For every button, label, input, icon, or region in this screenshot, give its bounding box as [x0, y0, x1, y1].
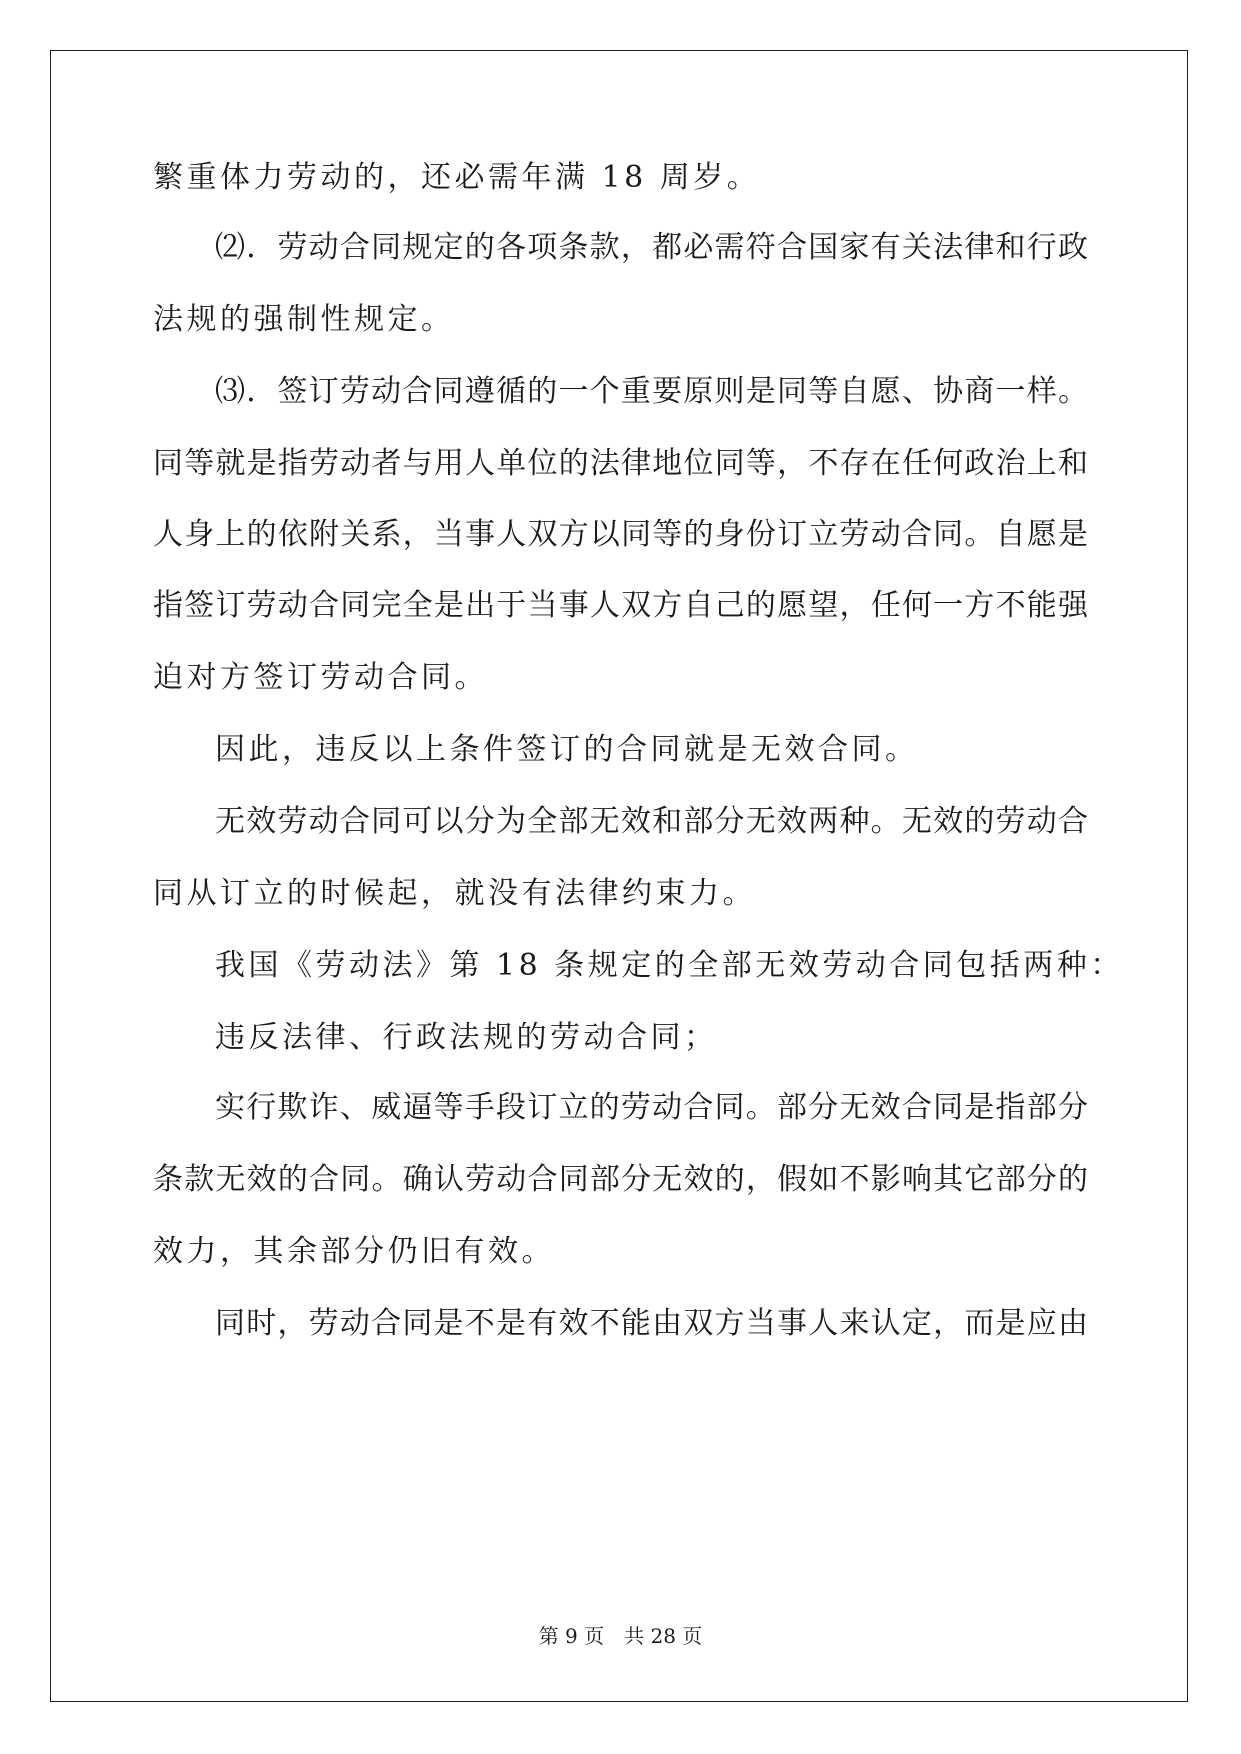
text-line: 违反法律、行政法规的劳动合同；: [215, 1020, 718, 1055]
text-line: ⑵．劳动合同规定的各项条款，都必需符合国家有关法律和行政: [215, 230, 1088, 265]
text-line: 同时，劳动合同是不是有效不能由双方当事人来认定，而是应由: [215, 1306, 1088, 1341]
text-line: 效力，其余部分仍旧有效。: [153, 1234, 555, 1269]
text-line: 实行欺诈、威逼等手段订立的劳动合同。部分无效合同是指部分: [215, 1090, 1088, 1125]
page-number: 第 9 页 共 28 页: [538, 1624, 703, 1648]
text-line: 同从订立的时候起，就没有法律约束力。: [153, 876, 756, 911]
text-line: 指签订劳动合同完全是出于当事人双方自己的愿望，任何一方不能强: [153, 588, 1088, 623]
text-line: 繁重体力劳动的，还必需年满 18 周岁。: [153, 160, 761, 195]
text-line: 人身上的依附关系，当事人双方以同等的身份订立劳动合同。自愿是: [153, 517, 1088, 552]
text-line: 同等就是指劳动者与用人单位的法律地位同等，不存在任何政治上和: [153, 446, 1088, 481]
text-line: ⑶．签订劳动合同遵循的一个重要原则是同等自愿、协商一样。: [215, 374, 1088, 409]
text-line: 我国《劳动法》第 18 条规定的全部无效劳动合同包括两种：: [215, 948, 1124, 983]
text-line: 因此，违反以上条件签订的合同就是无效合同。: [215, 732, 919, 767]
text-line: 条款无效的合同。确认劳动合同部分无效的，假如不影响其它部分的: [153, 1162, 1088, 1197]
text-line: 迫对方签订劳动合同。: [153, 660, 488, 695]
text-line: 无效劳动合同可以分为全部无效和部分无效两种。无效的劳动合: [215, 804, 1088, 839]
text-line: 法规的强制性规定。: [153, 302, 455, 337]
